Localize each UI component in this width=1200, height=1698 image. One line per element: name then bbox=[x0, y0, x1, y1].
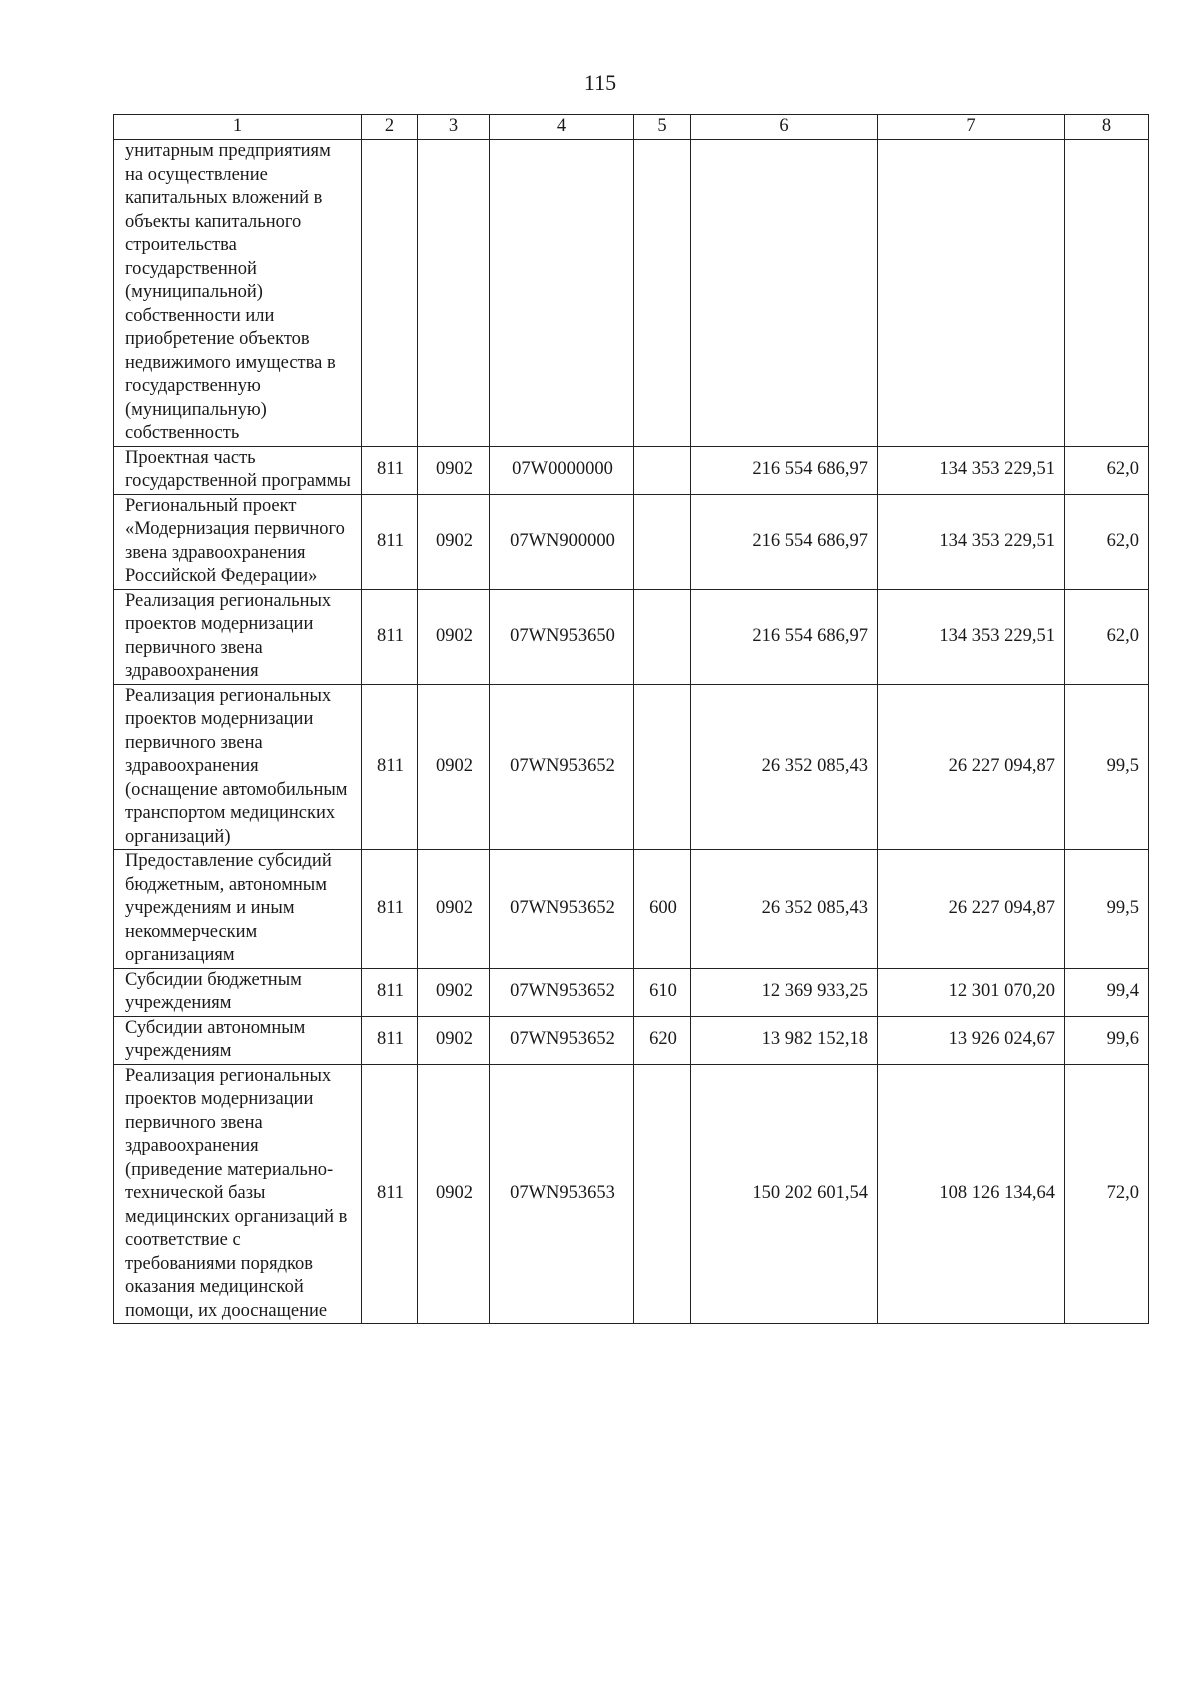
cell-col8: 62,0 bbox=[1065, 446, 1149, 494]
cell-col2 bbox=[362, 140, 418, 447]
cell-col4: 07WN900000 bbox=[490, 494, 634, 589]
cell-col6: 12 369 933,25 bbox=[691, 968, 878, 1016]
cell-col8 bbox=[1065, 140, 1149, 447]
cell-col6: 26 352 085,43 bbox=[691, 850, 878, 969]
column-header: 7 bbox=[878, 115, 1065, 140]
cell-col5: 600 bbox=[634, 850, 691, 969]
cell-col5: 610 bbox=[634, 968, 691, 1016]
cell-col7: 108 126 134,64 bbox=[878, 1064, 1065, 1324]
cell-col8: 62,0 bbox=[1065, 589, 1149, 684]
cell-col5 bbox=[634, 589, 691, 684]
column-header: 8 bbox=[1065, 115, 1149, 140]
table-row bbox=[114, 589, 1149, 684]
cell-col7: 26 227 094,87 bbox=[878, 684, 1065, 850]
row-name: Субсидии автономным учреждениям bbox=[114, 1016, 362, 1064]
row-name: унитарным предприятиям на осуществление капитальных вложений в объекты капитального строительства государственной (муниципальной) собственности или приобретение объектов недвижимого имущества в государственную (муниципальную) собственность bbox=[114, 140, 362, 447]
column-header: 5 bbox=[634, 115, 691, 140]
row-name: Региональный проект «Модернизация первичного звена здравоохранения Российской Федерации» bbox=[114, 494, 362, 589]
cell-col3: 0902 bbox=[418, 684, 490, 850]
cell-col6: 13 982 152,18 bbox=[691, 1016, 878, 1064]
cell-col3: 0902 bbox=[418, 494, 490, 589]
cell-col2: 811 bbox=[362, 494, 418, 589]
cell-col5 bbox=[634, 494, 691, 589]
cell-col2: 811 bbox=[362, 1016, 418, 1064]
cell-col7: 134 353 229,51 bbox=[878, 494, 1065, 589]
cell-col8: 99,6 bbox=[1065, 1016, 1149, 1064]
table-row bbox=[114, 968, 1149, 1016]
cell-col5 bbox=[634, 1064, 691, 1324]
cell-col3: 0902 bbox=[418, 1016, 490, 1064]
cell-col7: 13 926 024,67 bbox=[878, 1016, 1065, 1064]
cell-col6: 150 202 601,54 bbox=[691, 1064, 878, 1324]
cell-col6: 216 554 686,97 bbox=[691, 446, 878, 494]
cell-col6 bbox=[691, 140, 878, 447]
table-row bbox=[114, 850, 1149, 969]
cell-col2: 811 bbox=[362, 589, 418, 684]
cell-col5: 620 bbox=[634, 1016, 691, 1064]
cell-col2: 811 bbox=[362, 968, 418, 1016]
cell-col7: 26 227 094,87 bbox=[878, 850, 1065, 969]
cell-col6: 216 554 686,97 bbox=[691, 589, 878, 684]
column-header: 1 bbox=[114, 115, 362, 140]
cell-col4: 07WN953653 bbox=[490, 1064, 634, 1324]
cell-col4: 07WN953652 bbox=[490, 968, 634, 1016]
cell-col2: 811 bbox=[362, 850, 418, 969]
cell-col3: 0902 bbox=[418, 968, 490, 1016]
page-number: 115 bbox=[583, 70, 617, 95]
column-header: 3 bbox=[418, 115, 490, 140]
cell-col4 bbox=[490, 140, 634, 447]
cell-col2: 811 bbox=[362, 684, 418, 850]
row-name: Проектная часть государственной программы bbox=[114, 446, 362, 494]
column-number-row bbox=[114, 115, 1149, 140]
column-header: 2 bbox=[362, 115, 418, 140]
cell-col6: 26 352 085,43 bbox=[691, 684, 878, 850]
cell-col6: 216 554 686,97 bbox=[691, 494, 878, 589]
cell-col4: 07WN953652 bbox=[490, 1016, 634, 1064]
table-row bbox=[114, 140, 1149, 447]
cell-col4: 07WN953650 bbox=[490, 589, 634, 684]
cell-col3: 0902 bbox=[418, 850, 490, 969]
row-name: Субсидии бюджетным учреждениям bbox=[114, 968, 362, 1016]
row-name: Реализация региональных проектов модернизации первичного звена здравоохранения bbox=[114, 589, 362, 684]
table-row bbox=[114, 1016, 1149, 1064]
row-name: Реализация региональных проектов модернизации первичного звена здравоохранения (оснащение автомобильным транспортом медицинских организаций) bbox=[114, 684, 362, 850]
column-header: 4 bbox=[490, 115, 634, 140]
cell-col4: 07WN953652 bbox=[490, 850, 634, 969]
cell-col7: 12 301 070,20 bbox=[878, 968, 1065, 1016]
table-row bbox=[114, 446, 1149, 494]
cell-col7 bbox=[878, 140, 1065, 447]
cell-col8: 72,0 bbox=[1065, 1064, 1149, 1324]
cell-col3 bbox=[418, 140, 490, 447]
table-row bbox=[114, 494, 1149, 589]
cell-col7: 134 353 229,51 bbox=[878, 589, 1065, 684]
cell-col7: 134 353 229,51 bbox=[878, 446, 1065, 494]
cell-col8: 99,5 bbox=[1065, 850, 1149, 969]
budget-table bbox=[113, 114, 1149, 1324]
table-row bbox=[114, 684, 1149, 850]
cell-col5 bbox=[634, 140, 691, 447]
row-name: Предоставление субсидий бюджетным, автономным учреждениям и иным некоммерческим организациям bbox=[114, 850, 362, 969]
cell-col8: 99,4 bbox=[1065, 968, 1149, 1016]
cell-col8: 99,5 bbox=[1065, 684, 1149, 850]
cell-col4: 07W0000000 bbox=[490, 446, 634, 494]
cell-col2: 811 bbox=[362, 1064, 418, 1324]
table-row bbox=[114, 1064, 1149, 1324]
cell-col3: 0902 bbox=[418, 589, 490, 684]
cell-col3: 0902 bbox=[418, 1064, 490, 1324]
cell-col8: 62,0 bbox=[1065, 494, 1149, 589]
cell-col3: 0902 bbox=[418, 446, 490, 494]
row-name: Реализация региональных проектов модернизации первичного звена здравоохранения (приведение материально-технической базы медицинских организаций в соответствие с требованиями порядков оказания медицинской помощи, их дооснащение bbox=[114, 1064, 362, 1324]
cell-col5 bbox=[634, 684, 691, 850]
cell-col5 bbox=[634, 446, 691, 494]
cell-col4: 07WN953652 bbox=[490, 684, 634, 850]
cell-col2: 811 bbox=[362, 446, 418, 494]
column-header: 6 bbox=[691, 115, 878, 140]
